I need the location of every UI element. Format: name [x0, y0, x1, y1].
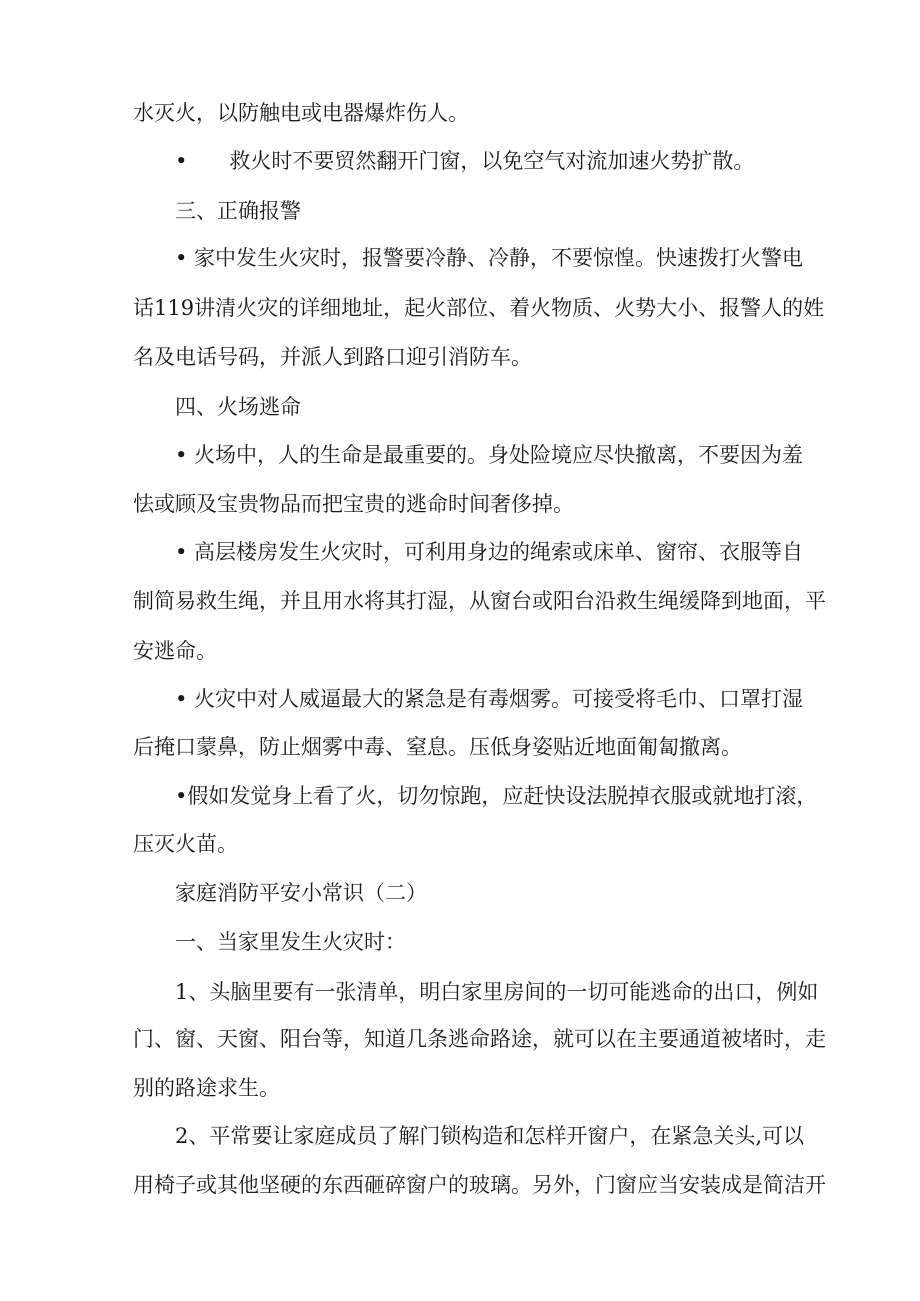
section-heading: 三、正确报警 — [175, 199, 301, 223]
document-subtitle: 家庭消防平安小常识（二） — [175, 881, 427, 905]
section-heading: 四、火场逃命 — [175, 395, 301, 419]
text-line: 怯或顾及宝贵物品而把宝贵的逃命时间奢侈掉。 — [133, 492, 574, 516]
text-line: 门、窗、天窗、阳台等，知道几条逃命路途，就可以在主要通道被堵时，走 — [133, 1027, 826, 1051]
bullet-item: • 家中发生火灾时，报警要冷静、冷静，不要惊惶。快速拨打火警电 — [175, 246, 804, 270]
text-line: 话119讲清火灾的详细地址，起火部位、着火物质、火势大小、报警人的姓 — [133, 296, 825, 320]
text-line: 制简易救生绳，并且用水将其打湿，从窗台或阳台沿救生绳缓降到地面，平 — [133, 589, 826, 613]
text-line: 用椅子或其他坚硬的东西砸碎窗户的玻璃。另外，门窗应当安装成是简洁开 — [133, 1173, 826, 1197]
numbered-item: 2、平常要让家庭成员了解门锁构造和怎样开窗户，在紧急关头,可以 — [175, 1124, 805, 1148]
text-line: 别的路途求生。 — [133, 1076, 280, 1100]
numbered-item: 1、头脑里要有一张清单，明白家里房间的一切可能逃命的出口，例如 — [175, 980, 819, 1004]
text-line: 压灭火苗。 — [133, 832, 238, 856]
bullet-item: • 救火时不要贸然翻开门窗，以免空气对流加速火势扩散。 — [175, 149, 755, 173]
text-line: 安逃命。 — [133, 639, 217, 663]
text-line: 后掩口蒙鼻，防止烟雾中毒、窒息。压低身姿贴近地面匍匐撤离。 — [133, 735, 742, 759]
bullet-item: • 高层楼房发生火灾时，可利用身边的绳索或床单、窗帘、衣服等自 — [175, 540, 804, 564]
text-line: 名及电话号码，并派人到路口迎引消防车。 — [133, 345, 532, 369]
section-heading: 一、当家里发生火灾时： — [175, 930, 406, 954]
text-line: 水灭火，以防触电或电器爆炸伤人。 — [133, 101, 469, 125]
bullet-item: • 火灾中对人威逼最大的紧急是有毒烟雾。可接受将毛巾、口罩打湿 — [175, 687, 804, 711]
bullet-item: • 火场中，人的生命是最重要的。身处险境应尽快撤离，不要因为羞 — [175, 443, 804, 467]
bullet-item: •假如发觉身上看了火，切勿惊跑，应赶快设法脱掉衣服或就地打滚， — [175, 784, 818, 808]
